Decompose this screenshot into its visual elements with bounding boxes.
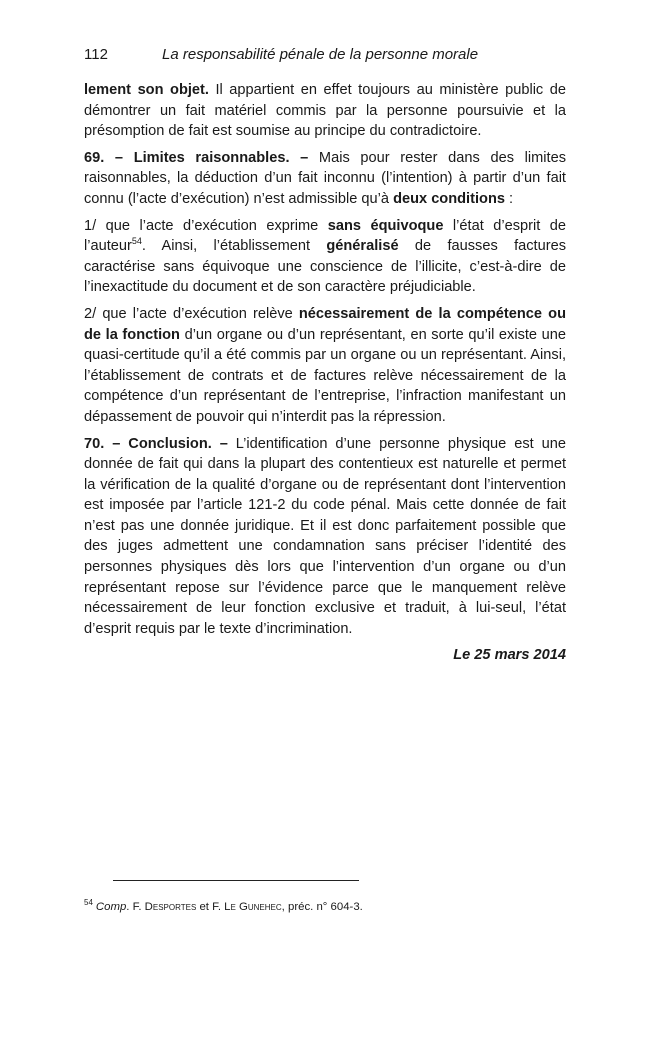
running-head: [84, 46, 567, 70]
paragraph-condition-2: [84, 304, 566, 428]
bold-phrase: nécessairement de la compétence ou de la fonction: [84, 305, 566, 343]
bold-phrase: généralisé: [326, 238, 399, 255]
paragraph-text: 1/ que l’acte d’exécution exprime: [84, 217, 328, 234]
section-heading-69: 69. – Limites raisonnables. –: [84, 149, 309, 166]
footnote-comp: Comp: [95, 901, 127, 913]
paragraph-text: l’état d’esprit de l’auteur: [84, 217, 566, 255]
bold-phrase: deux conditions: [393, 190, 505, 207]
body-text: [84, 80, 566, 666]
footnote-author: Desportes: [144, 901, 197, 913]
paragraph-text: . Ainsi, l’établissement: [141, 238, 327, 255]
paragraph-text: Mais pour rester dans des limites raisonnables, la déduction d’un fait inconnu (l’intention) à partir d’un fait connu (l’acte d’exécution) n’est admissible qu’à: [84, 149, 566, 207]
footnote-text: , préc. n° 604-3.: [281, 901, 363, 913]
paragraph-condition-1: [84, 216, 566, 298]
section-heading-70: 70. – Conclusion. –: [84, 435, 228, 452]
page-number: 112: [84, 46, 108, 63]
paragraph-text: de fausses factures caractérise sans équivoque une conscience de l’illicite, c’est-à-dire de l’inexactitude du document et de son caractère préjudiciable.: [84, 238, 566, 296]
date-line: Le 25 mars 2014: [453, 647, 566, 664]
paragraph-text: 2/ que l’acte d’exécution relève: [84, 305, 299, 322]
footnote-text: . F.: [126, 901, 145, 913]
footnote-divider: [113, 880, 359, 881]
paragraph-text: :: [504, 190, 514, 207]
footnote-number: 54: [84, 898, 93, 908]
footnote-text: et F.: [196, 901, 225, 913]
bold-phrase: sans équivoque: [327, 217, 444, 234]
paragraph-70: [84, 434, 566, 640]
paragraph-continuation: [84, 80, 566, 142]
running-title: La responsabilité pénale de la personne morale: [162, 46, 479, 63]
bold-phrase: lement son objet.: [84, 82, 209, 98]
paragraph-text: Il appartient en effet toujours au ministère public de démontrer un fait matériel commis par la personne poursuivie et la présomption de fait est soumise au principe du contradictoire.: [84, 82, 566, 140]
paragraph-69: [84, 148, 566, 210]
paragraph-text: d’un organe ou d’un représentant, en sorte qu’il existe une quasi-certitude qu’il a été commis par un organe ou un représentant. Ainsi, l’établissement de contrats et de factures relève nécessairement de la compétence d’un représentant de l’entreprise, l’infraction manifestant un dépassement de pouvoir qui n’interdit pas la répression.: [84, 326, 566, 425]
footnote-reference[interactable]: 54: [131, 236, 142, 247]
footnote-author: Le Gunehec: [224, 901, 282, 913]
footnote-54: [84, 899, 567, 915]
paragraph-text: L’identification d’une personne physique est une donnée de fait qui dans la plupart des contentieux est naturelle et permet la vérification de la qualité d’organe ou de représentant dont l’intervention est imposée par l’article 121-2 du code pénal. Mais cette donnée de fait n’est pas une donnée juridique. Et il est donc parfaitement possible que des juges admettent une condamnation sans préciser l’identité des personnes physiques dès lors que l’intervention d’un organe ou d’un représentant repose sur l’évidence parce que le manquement relève nécessairement de leur fonction exclusive et traduit, à lui-seul, l’état d’esprit requis par le texte d’incrimination.: [84, 435, 566, 637]
